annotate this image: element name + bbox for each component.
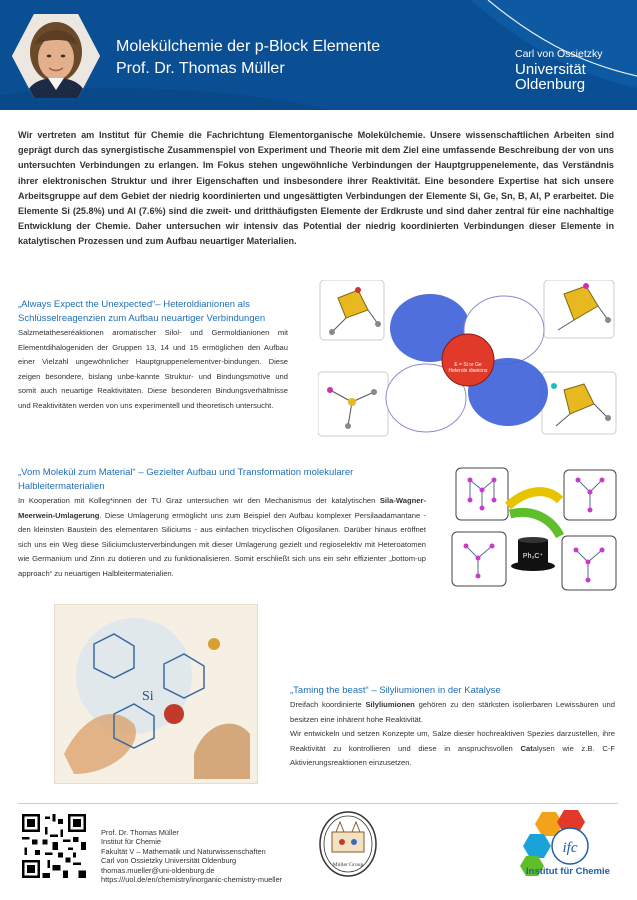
intro-paragraph: Wir vertreten am Institut für Chemie die Fachrichtung Elementorganische Molekülchemie. Unsere wissenschaftlichen Arbeiten sind geprägt durch das synergistische Zusammenspiel von Experiment und Theorie mit dem Ziel eine umfassende Beschreibung der von uns untersuchten Verbindungen zu erlangen. Im Fokus stehen ungewöhnliche Verbindungen der Hauptgruppenelemente, das Verständnis ihrer elektronischen Struktur und ihrer Eigenschaften und insbesondere ihrer Reaktivität. Eine besondere Expertise hat sich unsere Arbeitsgruppe auf dem Gebiet der niedrig koordinierten und ungesättigten Verbindungen der Elemente Si, Ge, Sn, B, Al, P erarbeitet. Die Elemente Si (25.8%) und Al (7.6%) sind die zweit- und dritthäufigsten Elemente der Erdkruste und sind daher zentral für eine nachhaltige Entwicklung der Chemie. Daher untersuchen wir intensiv das Potential der niedrig koordinierten Verbindungen dieser Elemente in katalytischen Prozessen und zum Aufbau neuartiger Materialien.	[18, 130, 614, 247]
p2-part-b: alysen wie z.B. C-F Aktivierungsreaktionen einzusetzen.	[290, 743, 615, 768]
logo-line-1: Carl von Ossietzky	[515, 48, 603, 60]
silicon-cluster-figure	[448, 466, 620, 596]
section-body-paragraph-2	[290, 727, 615, 771]
section-molekuel-material	[18, 466, 426, 582]
section-body	[18, 494, 426, 582]
contact-faculty: Fakultät V – Mathematik und Naturwissenschaften	[101, 846, 266, 856]
poster-subtitle: Prof. Dr. Thomas Müller	[116, 60, 285, 77]
logo-line-3: Oldenburg	[515, 76, 586, 93]
qr-code-icon[interactable]	[22, 814, 86, 878]
section-body-part-a: In Kooperation mit Kolleg*innen der TU Graz untersuchen wir den Mechanismus der katalytischen	[18, 496, 380, 505]
section-title: „Taming the beast“ – Silyliumionen in der Katalyse	[290, 685, 501, 696]
university-logo	[515, 48, 615, 93]
reaction-arrow-green	[510, 512, 560, 536]
center-label-2: Heterole dianions	[448, 368, 488, 374]
p1-part-b: gehören zu den stärksten isolierbaren Lewissäuren und besitzen eine inhärent hohe Reaktivität.	[290, 700, 615, 724]
ph3c-label: Ph₃C⁺	[522, 553, 544, 560]
section-heteroldianionen	[18, 298, 288, 414]
section-body-bold: Sila-Wagner-Meerwein-Umlagerung	[18, 496, 426, 520]
section-taming-the-beast	[290, 684, 615, 771]
footer-divider	[18, 803, 618, 804]
center-label-1: E = Si or Ge	[454, 362, 482, 368]
contact-institute: Institut für Chemie	[101, 837, 161, 847]
logo-line-2: Universität	[515, 61, 586, 78]
contact-name: Prof. Dr. Thomas Müller	[101, 828, 179, 837]
section-body-paragraph-1	[290, 698, 615, 727]
magic-hat-icon	[511, 537, 555, 571]
section-body: Salzmetatheseréaktionen aromatischer Silol- und Germoldianionen mit Elementdihalogeniden der Gruppen 13, 14 und 15 ermöglichen den Aufbau einer Vielzahl ungewöhnlicher Hauptgruppenelementver-bindungen. Diese zeigen besondere, bislang unbe-kannte Struktur- und Bindungsmotive und somit auch neuartige Reaktivitäten. Diese besonderen Bindungsverhältnisse und Reaktivitäten werden von uns experimentell und theoretisch untersucht.	[18, 328, 288, 410]
header-banner	[0, 0, 637, 110]
contact-url[interactable]: https:///uol.de/en/chemistry/inorganic-chemistry-mueller	[101, 875, 283, 885]
center-dianion-circle	[442, 334, 494, 386]
section-title: „Always Expect the Unexpected“– Heteroldianionen als Schlüsselreagenzien zum Aufbau neuartiger Verbindungen	[18, 299, 266, 324]
poster-title-block	[116, 36, 380, 80]
contact-university: Carl von Ossietzky Universität Oldenburg	[101, 856, 237, 866]
seal-label: Müller Group	[332, 862, 364, 868]
ifc-logo-icon	[518, 808, 618, 892]
portrait-photo	[12, 12, 100, 100]
p2-part-a: Wir entwickeln und setzen Konzepte um, Salze dieser hochreaktiven Spezies darzustellen, ihre Reaktivität zu kontrollieren und diese in anspruchsvollen	[290, 729, 615, 753]
p1-bold: Silyliumionen	[365, 700, 415, 709]
section-body-part-b: . Diese Umlagerung ermöglicht uns zum Beispiel den Aufbau komplexer Persilaadamantane - den kleinsten Baustein des elementaren Siliciums - aus einfachen tricyclischen Oligosilanen. Darüber hinaus eröffnet sich uns ein Weg diese Siliciumclusterverbindungen mit dieser Umlagerung gezielt und regioselektiv mit Heteroatomen wie Germanium und Zinn zu dotieren und zu funktionalisieren. Somit erschließt sich uns ein sehr effizienter „bottom-up approach“ zu neuartigen Halbleitermaterialien.	[18, 510, 426, 578]
poster-title: Molekülchemie der p-Block Elemente	[116, 38, 381, 55]
contact-block	[101, 828, 282, 884]
heterole-dianion-figure	[318, 280, 620, 440]
reaction-arrow-yellow	[508, 492, 560, 506]
ifc-label: Institut für Chemie	[526, 866, 610, 877]
section-title: „Vom Molekül zum Material“ – Gezielter Aufbau und Transformation molekularer Halbleitermaterialien	[18, 467, 354, 492]
p1-part-a: Dreifach koordinierte	[290, 700, 366, 709]
ifc-logo-text: ifc	[562, 840, 578, 856]
contact-email[interactable]: thomas.mueller@uni-oldenburg.de	[101, 865, 215, 875]
silylium-artwork	[54, 604, 258, 784]
p2-bold: Cat	[520, 743, 533, 753]
art-si-label: Si	[142, 689, 154, 704]
mueller-group-seal-icon	[316, 810, 380, 880]
